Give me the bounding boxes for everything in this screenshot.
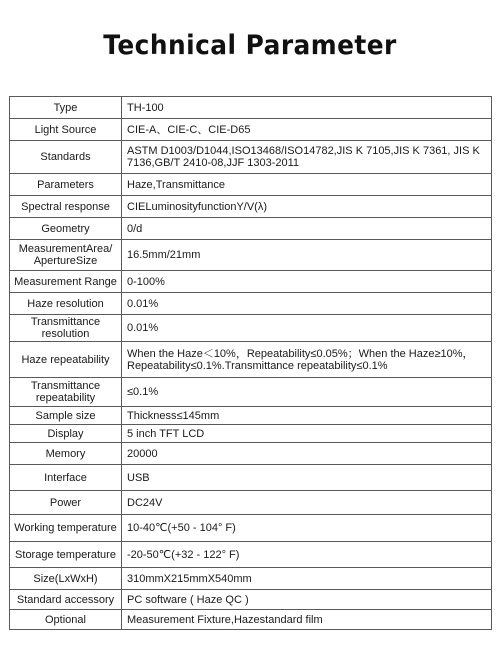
- table-row: [10, 271, 492, 293]
- table-row: [10, 174, 492, 196]
- table-row: [10, 315, 492, 342]
- table-row: [10, 590, 492, 610]
- table-row: [10, 568, 492, 590]
- row-label: Display: [10, 425, 122, 443]
- table-row: [10, 610, 492, 630]
- row-value: PC software ( Haze QC ): [122, 590, 492, 610]
- table-row: [10, 465, 492, 491]
- row-label: Measurement Range: [10, 271, 122, 293]
- row-label: Haze resolution: [10, 293, 122, 315]
- row-value: 16.5mm/21mm: [122, 240, 492, 271]
- row-value: Thickness≤145mm: [122, 407, 492, 425]
- table-row: [10, 218, 492, 240]
- table-row: [10, 196, 492, 218]
- row-value: 0-100%: [122, 271, 492, 293]
- spec-table: [9, 96, 492, 630]
- table-row: [10, 542, 492, 568]
- row-label: Storage temperature: [10, 542, 122, 568]
- table-row: [10, 342, 492, 378]
- row-value: 0.01%: [122, 293, 492, 315]
- row-label: Geometry: [10, 218, 122, 240]
- row-value: Measurement Fixture,Hazestandard film: [122, 610, 492, 630]
- row-value: USB: [122, 465, 492, 491]
- row-value: 310mmX215mmX540mm: [122, 568, 492, 590]
- table-row: [10, 97, 492, 119]
- row-label: Type: [10, 97, 122, 119]
- row-value: CIE-A、CIE-C、CIE-D65: [122, 119, 492, 141]
- row-label: Working temperature: [10, 515, 122, 542]
- row-label: Haze repeatability: [10, 342, 122, 378]
- row-value: When the Haze＜10%，Repeatability≤0.05%；When the Haze≥10%，Repeatability≤0.1%.Transmittance repeatability≤0.1%: [122, 342, 492, 378]
- table-row: [10, 515, 492, 542]
- row-label: Standards: [10, 141, 122, 174]
- row-value: 0/d: [122, 218, 492, 240]
- row-value: TH-100: [122, 97, 492, 119]
- row-value: DC24V: [122, 491, 492, 515]
- table-row: [10, 407, 492, 425]
- row-value: 10-40℃(+50 - 104° F): [122, 515, 492, 542]
- row-label: Sample size: [10, 407, 122, 425]
- table-row: [10, 378, 492, 407]
- row-label: Standard accessory: [10, 590, 122, 610]
- row-label: Light Source: [10, 119, 122, 141]
- table-row: [10, 425, 492, 443]
- row-value: ≤0.1%: [122, 378, 492, 407]
- row-label: Power: [10, 491, 122, 515]
- table-row: [10, 293, 492, 315]
- row-value: -20-50℃(+32 - 122° F): [122, 542, 492, 568]
- row-label: Optional: [10, 610, 122, 630]
- row-label: Interface: [10, 465, 122, 491]
- row-label: Transmittance repeatability: [10, 378, 122, 407]
- row-value: ASTM D1003/D1044,ISO13468/ISO14782,JIS K 7105,JIS K 7361, JIS K 7136,GB/T 2410-08,JJF 1303-2011: [122, 141, 492, 174]
- row-value: Haze,Transmittance: [122, 174, 492, 196]
- row-value: CIELuminosityfunctionY/V(λ): [122, 196, 492, 218]
- row-label: Memory: [10, 443, 122, 465]
- table-row: [10, 141, 492, 174]
- row-value: 0.01%: [122, 315, 492, 342]
- page-title: Technical Parameter: [103, 30, 397, 61]
- row-label: Parameters: [10, 174, 122, 196]
- row-value: 5 inch TFT LCD: [122, 425, 492, 443]
- table-row: [10, 119, 492, 141]
- table-row: [10, 491, 492, 515]
- row-label: Transmittance resolution: [10, 315, 122, 342]
- table-row: [10, 240, 492, 271]
- row-label: Spectral response: [10, 196, 122, 218]
- row-label: Size(LxWxH): [10, 568, 122, 590]
- row-label: MeasurementArea/ ApertureSize: [10, 240, 122, 271]
- row-value: 20000: [122, 443, 492, 465]
- table-row: [10, 443, 492, 465]
